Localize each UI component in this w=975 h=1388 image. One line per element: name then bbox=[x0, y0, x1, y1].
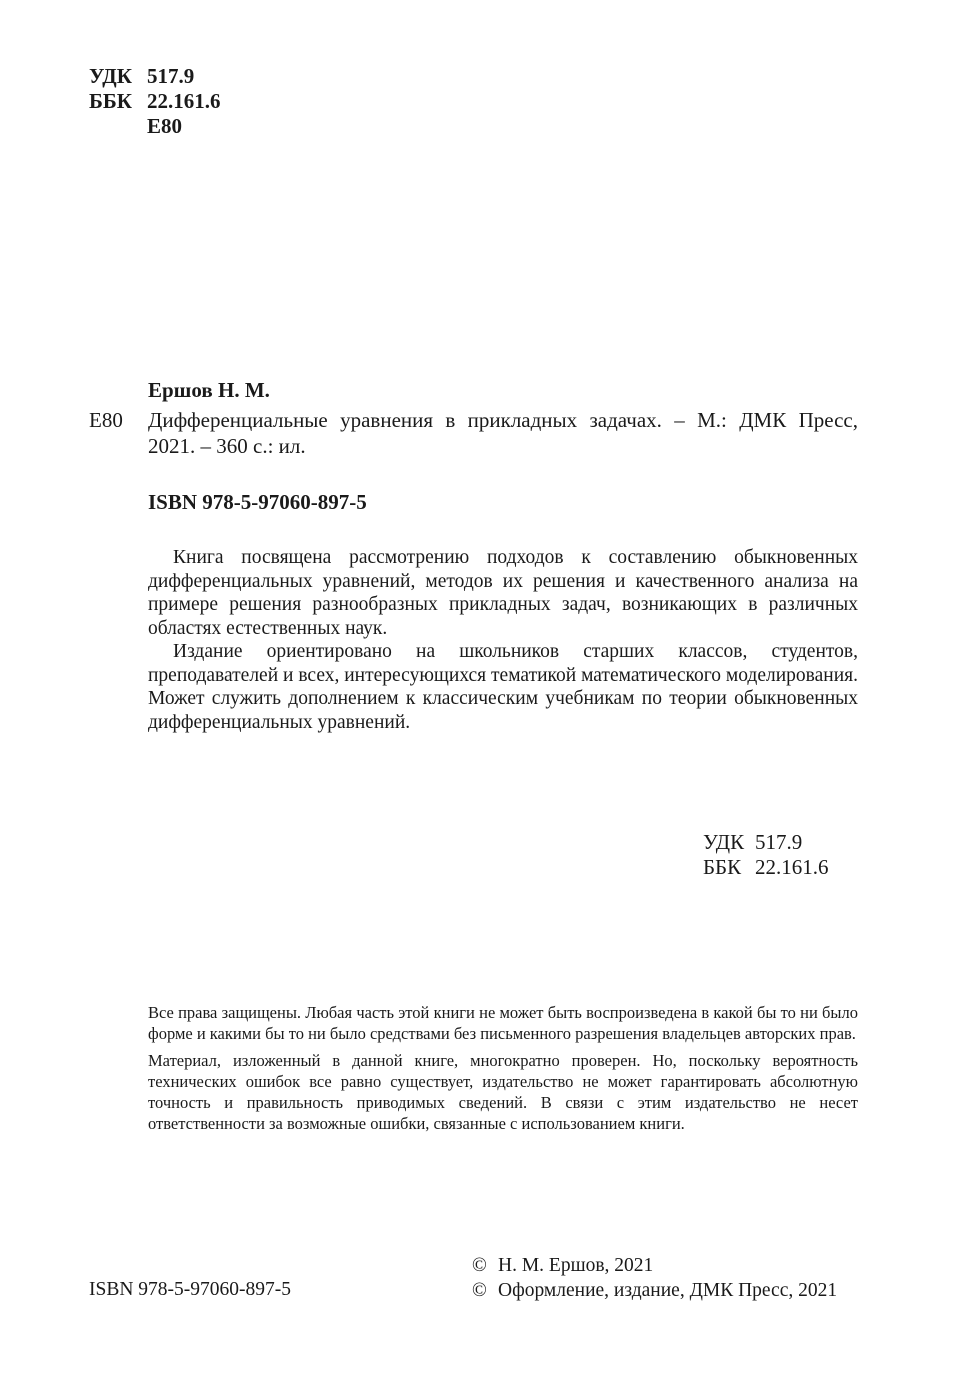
bbk-value-bottom: 22.161.6 bbox=[755, 855, 829, 879]
udk-value: 517.9 bbox=[147, 64, 195, 88]
udk-row-bottom bbox=[703, 830, 829, 855]
copyright-block bbox=[472, 1253, 837, 1303]
bbk-label: ББК bbox=[89, 89, 132, 113]
rights-notice bbox=[148, 1002, 858, 1140]
copyright-publisher-row bbox=[472, 1278, 837, 1303]
record-title-line2: 2021. – 360 с.: ил. bbox=[148, 434, 306, 458]
classification-top bbox=[89, 64, 221, 139]
rights-paragraph-1: Все права защищены. Любая часть этой книги не может быть воспроизведена в какой бы то ни было форме и какими бы то ни было средствами без письменного разрешения владельцев авторских прав. bbox=[148, 1003, 858, 1043]
rights-paragraph-2: Материал, изложенный в данной книге, многократно проверен. Но, поскольку вероятность технических ошибок все равно существует, издательство не может гарантировать абсолютную точность и правильность приводимых сведений. В связи с этим издательство не несет ответственности за возможные ошибки, связанные с использованием книги. bbox=[148, 1051, 858, 1133]
footer-isbn: ISBN 978-5-97060-897-5 bbox=[89, 1279, 292, 1300]
bbk-row-bottom bbox=[703, 855, 829, 880]
record-title-line1: Дифференциальные уравнения в прикладных задачах. – М.: ДМК Пресс, bbox=[148, 408, 858, 432]
author-sign: Е80 bbox=[147, 114, 183, 138]
bbk-row bbox=[89, 89, 221, 114]
annotation bbox=[148, 546, 858, 734]
copyright-icon: © bbox=[472, 1280, 487, 1301]
udk-label: УДК bbox=[89, 64, 132, 88]
record-title bbox=[148, 407, 858, 459]
copyright-icon: © bbox=[472, 1255, 487, 1276]
copyright-author: Н. М. Ершов, 2021 bbox=[498, 1255, 654, 1276]
record-author: Ершов Н. М. bbox=[148, 378, 270, 402]
copyright-author-row bbox=[472, 1253, 837, 1278]
bbk-value: 22.161.6 bbox=[147, 89, 221, 113]
record-isbn: ISBN 978-5-97060-897-5 bbox=[148, 490, 367, 514]
udk-label-bottom: УДК bbox=[703, 830, 745, 854]
udk-value-bottom: 517.9 bbox=[755, 830, 803, 854]
annotation-paragraph-2: Издание ориентировано на школьников старших классов, студентов, преподавателей и всех, интересующихся тематикой математического моделирования. Может служить дополнением к классическим учебникам по теории обыкновенных дифференциальных уравнений. bbox=[148, 641, 858, 733]
annotation-paragraph-1: Книга посвящена рассмотрению подходов к составлению обыкновенных дифференциальных уравнений, методов их решения и качественного анализа на примере решения разнообразных прикладных задач, возникающих в различных областях естественных наук. bbox=[148, 547, 858, 639]
author-sign-row bbox=[89, 114, 221, 139]
bbk-label-bottom: ББК bbox=[703, 855, 742, 879]
record-code: Е80 bbox=[89, 408, 123, 432]
udk-row bbox=[89, 64, 221, 89]
copyright-publisher: Оформление, издание, ДМК Пресс, 2021 bbox=[498, 1280, 838, 1301]
classification-bottom bbox=[703, 830, 829, 880]
